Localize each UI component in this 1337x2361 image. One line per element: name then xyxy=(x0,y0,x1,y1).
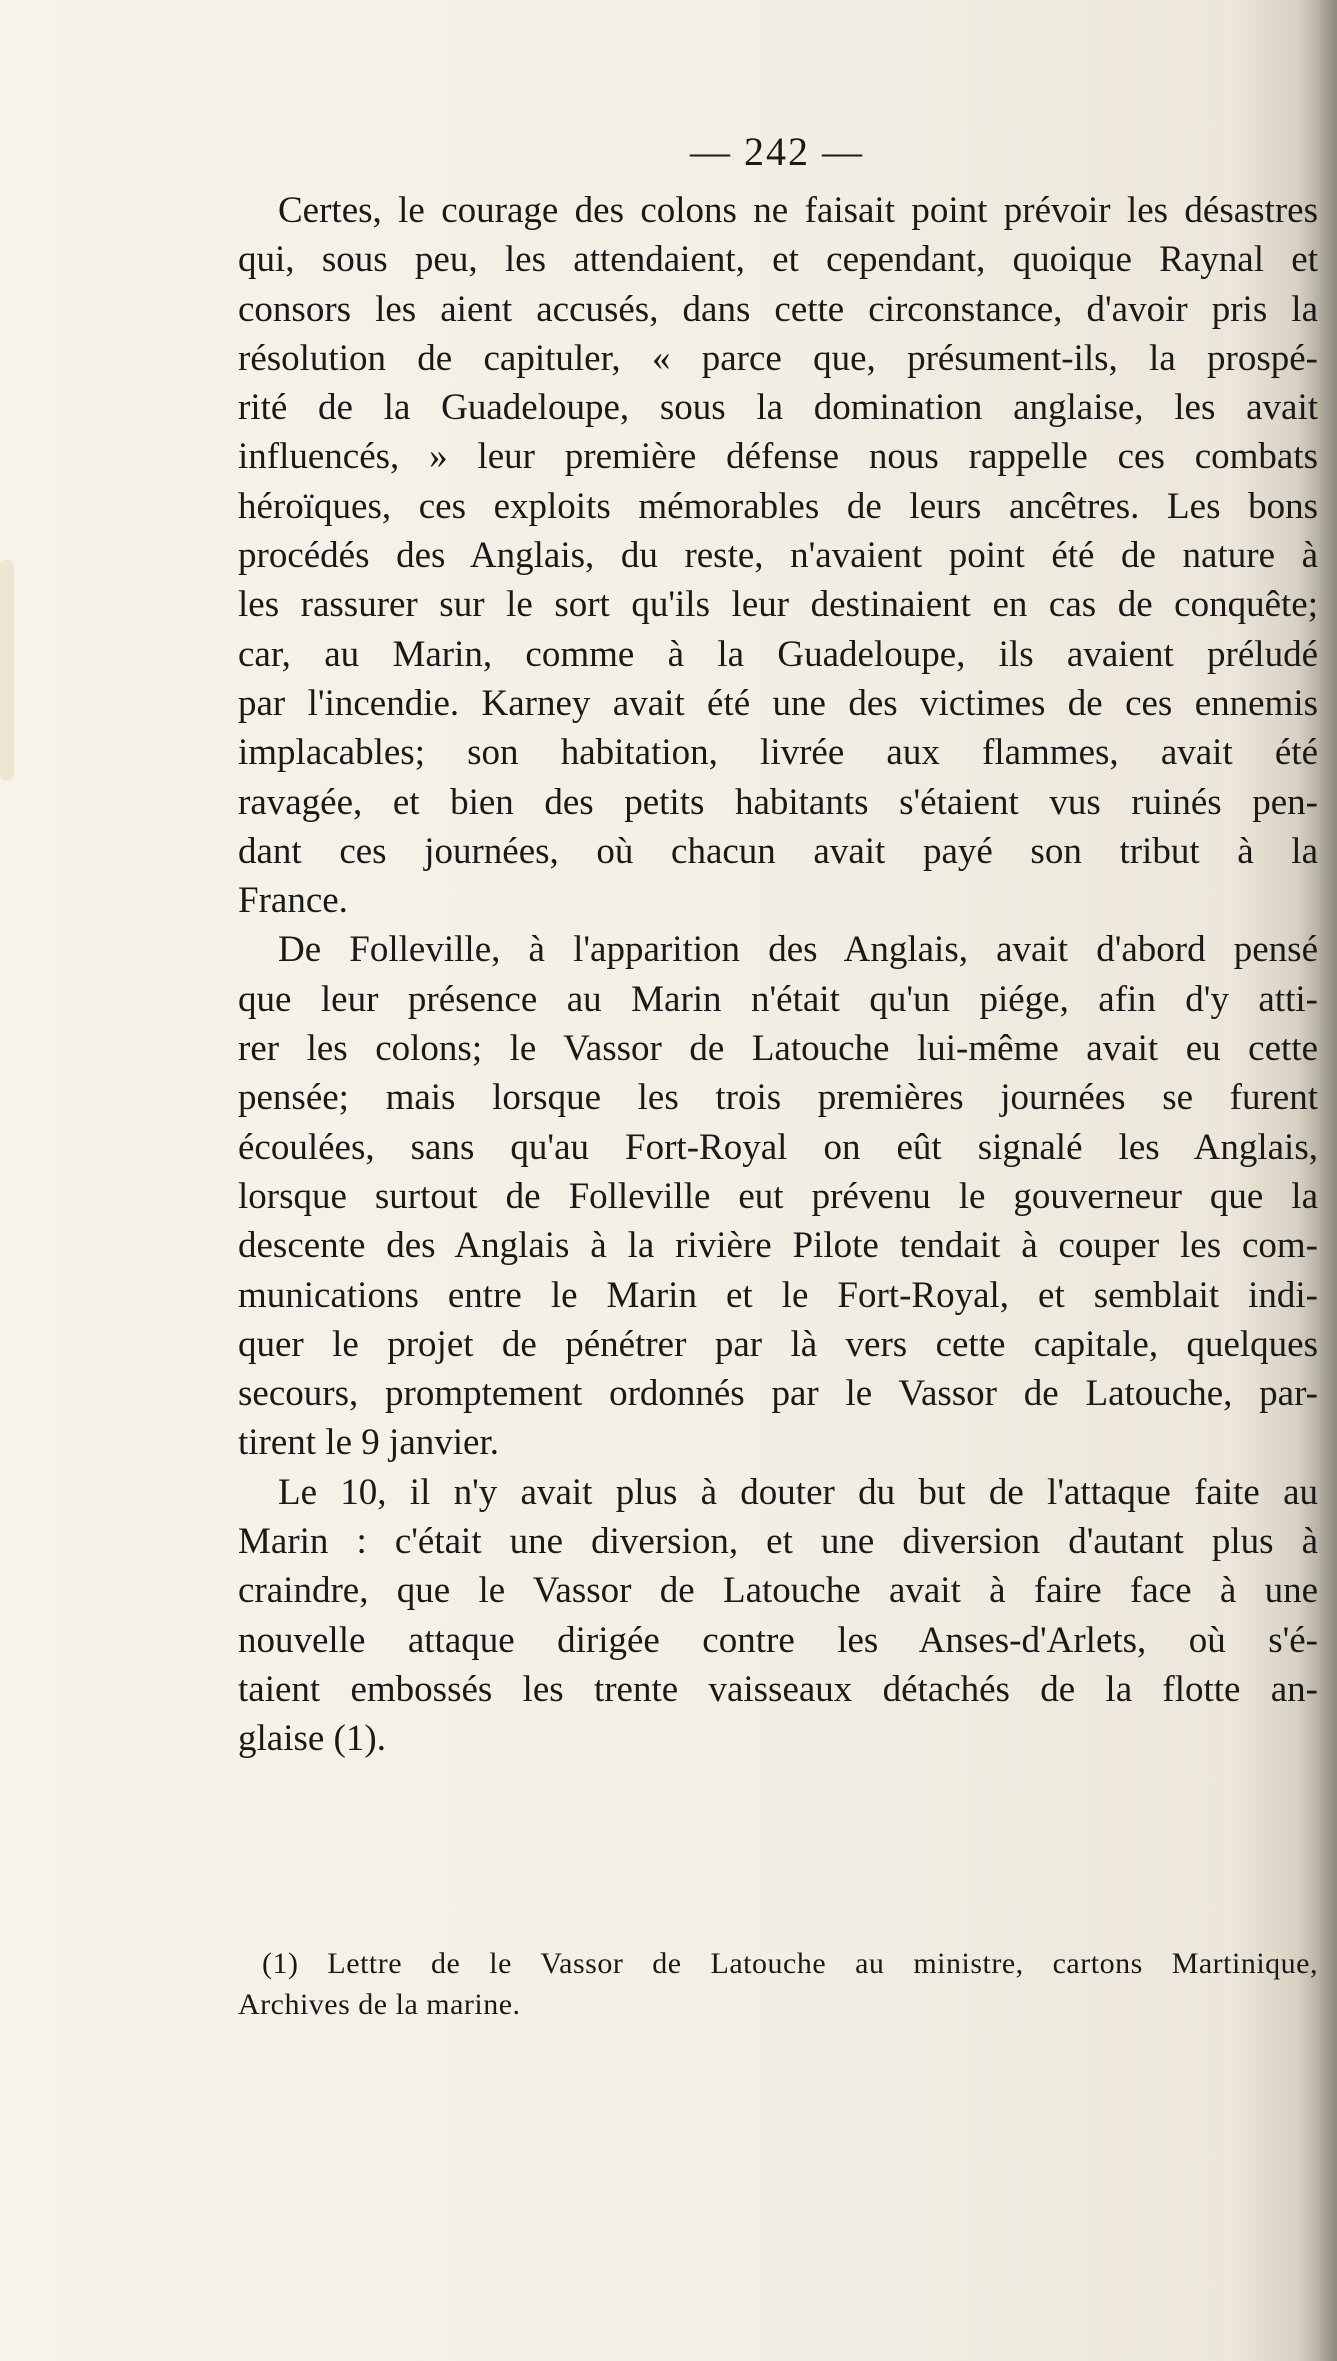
text-line: implacables; son habitation, livrée aux flammes, avait été xyxy=(238,732,1318,774)
text-line: pensée; mais lorsque les trois premières journées se furent xyxy=(238,1077,1318,1119)
text-line: ravagée, et bien des petits habitants s'étaient vus ruinés pen- xyxy=(238,781,1318,823)
page-number: — 242 — xyxy=(690,129,864,174)
text-line: taient embossés les trente vaisseaux détachés de la flotte an- xyxy=(238,1668,1318,1710)
text-line: craindre, que le Vassor de Latouche avait à faire face à une xyxy=(238,1570,1318,1612)
text-line: munications entre le Marin et le Fort-Royal, et semblait indi- xyxy=(238,1274,1318,1316)
text-line: Marin : c'était une diversion, et une diversion d'autant plus à xyxy=(238,1521,1318,1563)
footnote-line: Archives de la marine. xyxy=(238,1988,521,2021)
text-line: par l'incendie. Karney avait été une des victimes de ces ennemis xyxy=(238,682,1318,724)
text-line: que leur présence au Marin n'était qu'un piége, afin d'y atti- xyxy=(238,978,1318,1020)
text-line: De Folleville, à l'apparition des Anglais, avait d'abord pensé xyxy=(278,929,1318,971)
text-line: tirent le 9 janvier. xyxy=(238,1422,499,1464)
text-line: lorsque surtout de Folleville eut prévenu le gouverneur que la xyxy=(238,1175,1318,1217)
text-line: rité de la Guadeloupe, sous la domination anglaise, les avait xyxy=(238,387,1318,429)
text-line: héroïques, ces exploits mémorables de leurs ancêtres. Les bons xyxy=(238,485,1318,527)
text-line: consors les aient accusés, dans cette circonstance, d'avoir pris la xyxy=(238,288,1318,330)
text-line: influencés, » leur première défense nous rappelle ces combats xyxy=(238,436,1318,478)
text-line: rer les colons; le Vassor de Latouche lui-même avait eu cette xyxy=(238,1028,1318,1070)
page-edge-shadow xyxy=(1319,0,1337,2361)
body-text xyxy=(238,186,1318,1764)
text-line: Le 10, il n'y avait plus à douter du but de l'attaque faite au xyxy=(278,1471,1318,1513)
text-line: Certes, le courage des colons ne faisait point prévoir les désastres xyxy=(278,190,1318,231)
text-line: écoulées, sans qu'au Fort-Royal on eût signalé les Anglais, xyxy=(238,1126,1318,1168)
text-line: descente des Anglais à la rivière Pilote tendait à couper les com- xyxy=(238,1225,1318,1267)
text-line: procédés des Anglais, du reste, n'avaient point été de nature à xyxy=(238,535,1318,577)
text-line: les rassurer sur le sort qu'ils leur destinaient en cas de conquête; xyxy=(238,584,1318,626)
footnote-line: (1) Lettre de le Vassor de Latouche au ministre, cartons Martinique, xyxy=(262,1947,1318,1980)
text-line: résolution de capituler, « parce que, présument-ils, la prospé- xyxy=(238,337,1318,379)
text-line: quer le projet de pénétrer par là vers cette capitale, quelques xyxy=(238,1323,1318,1365)
text-line: dant ces journées, où chacun avait payé son tribut à la xyxy=(238,830,1318,872)
text-line: glaise (1). xyxy=(238,1718,386,1760)
text-line: secours, promptement ordonnés par le Vassor de Latouche, par- xyxy=(238,1373,1318,1415)
text-line: car, au Marin, comme à la Guadeloupe, ils avaient préludé xyxy=(238,633,1318,675)
text-line: France. xyxy=(238,880,348,922)
page-stain xyxy=(0,560,14,780)
footnote xyxy=(238,1943,1318,2025)
text-line: qui, sous peu, les attendaient, et cependant, quoique Raynal et xyxy=(238,239,1318,281)
text-line: nouvelle attaque dirigée contre les Anses-d'Arlets, où s'é- xyxy=(238,1619,1318,1661)
